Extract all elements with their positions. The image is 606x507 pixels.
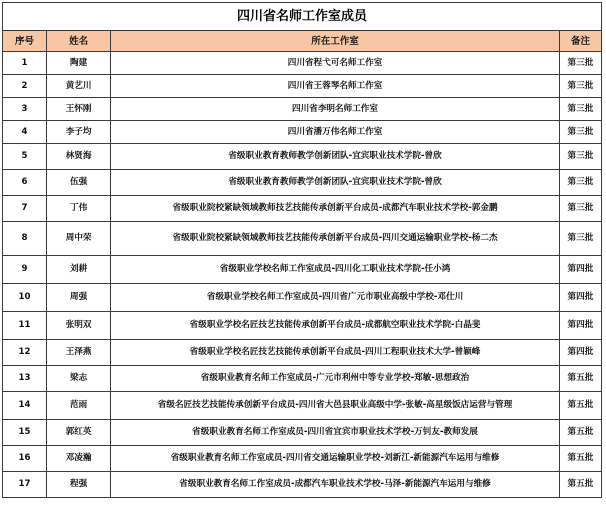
cell-studio: 省级职业教育名师工作室成员-广元市利州中等专业学校-郑敏-思想政治 <box>111 366 560 392</box>
cell-no: 11 <box>3 312 47 340</box>
cell-no: 15 <box>3 420 47 446</box>
cell-name: 王泽燕 <box>47 340 111 366</box>
cell-batch: 第五批 <box>559 446 601 472</box>
spreadsheet <box>2 2 602 498</box>
cell-studio: 四川省王蓉琴名师工作室 <box>111 75 560 98</box>
cell-batch: 第三批 <box>559 170 601 196</box>
cell-batch: 第五批 <box>559 420 601 446</box>
cell-batch: 第四批 <box>559 284 601 312</box>
table-body <box>3 52 602 498</box>
cell-name: 周强 <box>47 284 111 312</box>
cell-no: 10 <box>3 284 47 312</box>
cell-no: 7 <box>3 196 47 222</box>
cell-batch: 第三批 <box>559 196 601 222</box>
cell-name: 范雨 <box>47 392 111 420</box>
cell-studio: 省级职业学校名师工作室成员-四川化工职业技术学院-任小鸿 <box>111 256 560 284</box>
header-no: 序号 <box>3 31 47 52</box>
table-row <box>3 98 602 121</box>
cell-studio: 省级职业学校名师工作室成员-四川省广元市职业高级中学校-邓仕川 <box>111 284 560 312</box>
cell-name: 林贤海 <box>47 144 111 170</box>
cell-batch: 第五批 <box>559 392 601 420</box>
cell-no: 13 <box>3 366 47 392</box>
cell-no: 14 <box>3 392 47 420</box>
cell-studio: 省级职业教育名师工作室成员-成都汽车职业技术学校-马泽-新能源汽车运用与维修 <box>111 472 560 498</box>
cell-name: 梁志 <box>47 366 111 392</box>
cell-studio: 省级名匠技艺技能传承创新平台成员-四川省大邑县职业高级中学-张敏-高星级饭店运营与管理 <box>111 392 560 420</box>
cell-studio: 省级职业院校紧缺领域教师技艺技能传承创新平台成员-四川交通运输职业学校-杨二杰 <box>111 222 560 256</box>
cell-no: 5 <box>3 144 47 170</box>
cell-batch: 第三批 <box>559 98 601 121</box>
table-row <box>3 392 602 420</box>
cell-studio: 四川省李明名师工作室 <box>111 98 560 121</box>
cell-no: 6 <box>3 170 47 196</box>
cell-no: 17 <box>3 472 47 498</box>
cell-batch: 第三批 <box>559 121 601 144</box>
cell-no: 1 <box>3 52 47 75</box>
cell-name: 丁伟 <box>47 196 111 222</box>
table-row <box>3 256 602 284</box>
table-row <box>3 472 602 498</box>
cell-name: 郭红英 <box>47 420 111 446</box>
table-row <box>3 170 602 196</box>
cell-batch: 第四批 <box>559 256 601 284</box>
table-row <box>3 312 602 340</box>
cell-no: 3 <box>3 98 47 121</box>
cell-studio: 四川省潘万伟名师工作室 <box>111 121 560 144</box>
table-row <box>3 340 602 366</box>
cell-batch: 第三批 <box>559 52 601 75</box>
header-name: 姓名 <box>47 31 111 52</box>
cell-name: 陶建 <box>47 52 111 75</box>
header-batch: 备注 <box>559 31 601 52</box>
cell-name: 伍强 <box>47 170 111 196</box>
cell-studio: 省级职业教育名师工作室成员-四川省交通运输职业学校-刘新江-新能源汽车运用与维修 <box>111 446 560 472</box>
cell-no: 9 <box>3 256 47 284</box>
cell-name: 李子均 <box>47 121 111 144</box>
table-row <box>3 52 602 75</box>
cell-batch: 第四批 <box>559 340 601 366</box>
cell-name: 程强 <box>47 472 111 498</box>
cell-studio: 省级职业院校紧缺领域教师技艺技能传承创新平台成员-成都汽车职业技术学校-郭金鹏 <box>111 196 560 222</box>
cell-studio: 省级职业教育教师教学创新团队-宜宾职业技术学院-曾欣 <box>111 144 560 170</box>
cell-name: 邓凌瀚 <box>47 446 111 472</box>
cell-batch: 第三批 <box>559 75 601 98</box>
cell-studio: 省级职业教育名师工作室成员-四川省宜宾市职业技术学校-万钊友-教师发展 <box>111 420 560 446</box>
cell-no: 12 <box>3 340 47 366</box>
cell-name: 黄艺川 <box>47 75 111 98</box>
cell-studio: 省级职业教育教师教学创新团队-宜宾职业技术学院-曾欣 <box>111 170 560 196</box>
cell-name: 周中荣 <box>47 222 111 256</box>
header-row <box>3 31 602 52</box>
cell-batch: 第三批 <box>559 144 601 170</box>
table-row <box>3 196 602 222</box>
table-title: 四川省名师工作室成员 <box>2 2 602 30</box>
cell-name: 张明双 <box>47 312 111 340</box>
table-row <box>3 366 602 392</box>
cell-no: 16 <box>3 446 47 472</box>
cell-name: 王怀刚 <box>47 98 111 121</box>
header-studio: 所在工作室 <box>111 31 560 52</box>
cell-no: 8 <box>3 222 47 256</box>
cell-studio: 省级职业学校名匠技艺技能传承创新平台成员-成都航空职业技术学院-白晶斐 <box>111 312 560 340</box>
members-table <box>2 2 602 498</box>
table-row <box>3 222 602 256</box>
cell-batch: 第四批 <box>559 312 601 340</box>
table-row <box>3 284 602 312</box>
table-row <box>3 144 602 170</box>
cell-no: 2 <box>3 75 47 98</box>
cell-no: 4 <box>3 121 47 144</box>
cell-batch: 第五批 <box>559 472 601 498</box>
table-row <box>3 121 602 144</box>
cell-batch: 第五批 <box>559 366 601 392</box>
table-row <box>3 75 602 98</box>
table-row <box>3 420 602 446</box>
cell-studio: 四川省程弋可名师工作室 <box>111 52 560 75</box>
cell-studio: 省级职业学校名匠技艺技能传承创新平台成员-四川工程职业技术大学-曾颖峰 <box>111 340 560 366</box>
cell-batch: 第三批 <box>559 222 601 256</box>
cell-name: 刘耕 <box>47 256 111 284</box>
table-row <box>3 446 602 472</box>
